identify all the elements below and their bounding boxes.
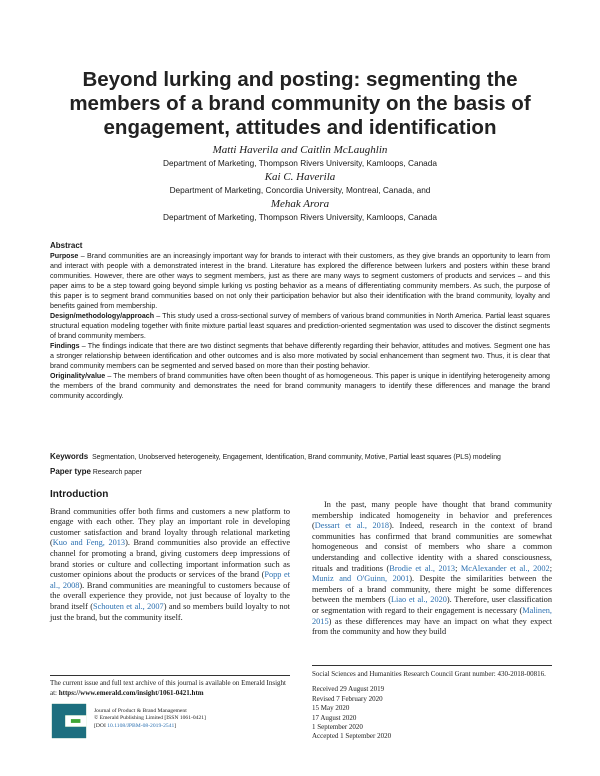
- body-text: Brand communities offer both firms and customers a new platform to engage with each other. They play an important role in developing customer satisfaction and brand loyalty through relational marketing (: [50, 506, 290, 548]
- citation-link[interactable]: Brodie et al., 2013: [389, 563, 456, 573]
- citation-link[interactable]: Muniz and O'Guinn, 2001: [312, 574, 410, 584]
- keywords-line: [50, 450, 550, 465]
- date-revised: 15 May 2020: [312, 704, 350, 713]
- footnote-divider: [50, 675, 290, 676]
- journal-doi: [94, 723, 290, 730]
- doi-prefix: [DOI: [94, 722, 108, 729]
- author-affiliation: Department of Marketing, Concordia University, Montreal, Canada, and: [169, 185, 431, 195]
- findings-label: Findings: [50, 342, 80, 350]
- abstract-design: [50, 311, 550, 341]
- funding-and-dates: [312, 670, 552, 742]
- keywords-block: [50, 450, 550, 480]
- citation-link[interactable]: Dessart et al., 2018: [314, 521, 390, 531]
- citation-link[interactable]: Popp et al., 2008: [50, 570, 290, 590]
- date-received: Received 29 August 2019: [312, 685, 385, 694]
- introduction-heading: Introduction: [50, 489, 109, 500]
- citation-link[interactable]: Schouten et al., 2007: [92, 601, 164, 611]
- abstract-purpose: [50, 251, 550, 311]
- footnote-divider: [312, 665, 552, 666]
- body-text: ). Brand communities are meaningful to customers because of the overall experience they provide, not just because of loyalty to the brand itself (: [50, 580, 291, 611]
- archive-note: [50, 679, 290, 698]
- purpose-text: – Brand communities are an increasingly important way for brands to interact with their customers, as they give brands an opportunity to learn from and interact with people with a demonstrated interest in the brand. Literature has explored the difference between lurkers and posters within these brand communities. However, there are other ways to segment members, just as there are many ways to segment customers of products and services – and this paper aims to be a step toward going beyond simple lurking vs posting behavior as a means of differentiating community members. As such, the purpose of this paper is to segment brand communities based on not only their participation behavior but also their identification with the brand community, loyalty and benefits gained from membership.: [50, 252, 550, 310]
- column-right: [312, 500, 552, 638]
- keywords-text: Segmentation, Unobserved heterogeneity, Engagement, Identification, Brand community, Motive, Partial least squares (PLS) modeling: [92, 454, 501, 461]
- citation-link[interactable]: Kuo and Feng, 2013: [52, 538, 126, 548]
- author-affiliation: Department of Marketing, Thompson Rivers University, Kamloops, Canada: [162, 212, 438, 222]
- design-label: Design/methodology/approach: [50, 312, 155, 320]
- date-revised: 1 September 2020: [312, 723, 363, 732]
- body-paragraph: [312, 500, 552, 638]
- body-text: ). Despite the similarities between the members of a brand community, there might be some differences between the members (: [312, 574, 553, 605]
- abstract-originality: [50, 371, 550, 401]
- journal-issn: © Emerald Publishing Limited [ISSN 1061-0421]: [94, 715, 206, 722]
- author-name: Mehak Arora: [270, 198, 330, 210]
- keywords-label: Keywords: [50, 452, 89, 461]
- author-affiliation: Department of Marketing, Thompson Rivers University, Kamloops, Canada: [162, 158, 438, 168]
- body-text: ) as these differences may have an impact on what they expect from the community and how they build: [312, 616, 552, 637]
- findings-text: – The findings indicate that there are two distinct segments that behave differently regarding their behavior, attitudes and motives. Segment one has a stronger relationship between identification and other outcomes and is also more motivated by social enhancement than segment two. Thus, it is clear that brand community members can be segmented and served based on more than their posting behavior.: [50, 342, 550, 370]
- citation-link[interactable]: McAlexander et al., 2002: [460, 563, 550, 573]
- date-revised: 17 August 2020: [312, 713, 357, 722]
- archive-text: The current issue and full text archive of this journal is available on Emerald Insight at:: [50, 679, 286, 697]
- author-name: Matti Haverila and Caitlin McLaughlin: [212, 144, 388, 156]
- body-text: ;: [549, 563, 552, 573]
- archive-url-link[interactable]: https://www.emerald.com/insight/1061-0421.htm: [58, 688, 204, 697]
- journal-name: Journal of Product & Brand Management: [94, 708, 187, 714]
- design-text: – This study used a cross-sectional survey of members of various brand communities in North America. Partial least squares structural equation modeling together with finite mixture partial least squares and prediction-oriented segmentation was used to discover the distinct segments of brand community members.: [50, 312, 550, 340]
- body-text: ). Therefore, user classification or segmentation with regard to their engagement is necessary (: [312, 595, 552, 615]
- body-text: ). Brand communities also provide an effective channel for promoting a brand, giving customers deep impressions of brand stories or culture and collecting important information such as customer opinions about the products or services of the brand (: [50, 538, 290, 580]
- date-revised: Revised 7 February 2020: [312, 694, 383, 703]
- abstract-findings: [50, 341, 550, 371]
- citation-link[interactable]: Malinen, 2015: [312, 605, 552, 626]
- paper-type-line: [50, 465, 550, 480]
- emerald-logo-icon: [50, 702, 88, 740]
- journal-info: [94, 708, 290, 730]
- intro-paragraph: [50, 507, 290, 624]
- originality-label: Originality/value: [50, 372, 106, 380]
- doi-suffix: ]: [174, 722, 177, 729]
- body-text: ). Indeed, research in the context of brand communities has confirmed that brand communities are somewhat homogeneous and consist of members who share a common understanding and collective identity with a shared consciousness, rituals and traditions (: [312, 521, 552, 573]
- body-text: ) and so members build loyalty to not just the brand, but the community itself.: [50, 601, 290, 622]
- doi-link[interactable]: 10.1108/JPBM-08-2019-2541: [107, 722, 175, 729]
- originality-text: – The members of brand communities have often been thought of as homogeneous. This paper is unique in identifying heterogeneity among the members of the brand community and demonstrates the need for brand community managers to identify these differences and manage the brand community accordingly.: [50, 372, 550, 400]
- paper-title: Beyond lurking and posting: segmenting the members of a brand community on the basis of engagement, attitudes and identification: [69, 68, 531, 139]
- body-text: ;: [455, 563, 461, 573]
- date-accepted: Accepted 1 September 2020: [312, 732, 392, 741]
- citation-link[interactable]: Liao et al., 2020: [390, 595, 447, 605]
- grant-note: Social Sciences and Humanities Research Council Grant number: 430-2018-00816.: [312, 670, 546, 678]
- purpose-label: Purpose: [50, 252, 79, 260]
- paper-type-label: Paper type: [50, 467, 91, 476]
- author-name: Kai C. Haverila: [264, 171, 336, 183]
- paper-type-text: Research paper: [92, 469, 142, 476]
- column-left: [50, 490, 290, 623]
- abstract-heading: Abstract: [50, 241, 83, 250]
- author-block: [40, 144, 560, 225]
- body-text: In the past, many people have thought that brand community membership indicated homogeneity in behavior and preferences (: [312, 500, 552, 531]
- abstract: [50, 240, 550, 401]
